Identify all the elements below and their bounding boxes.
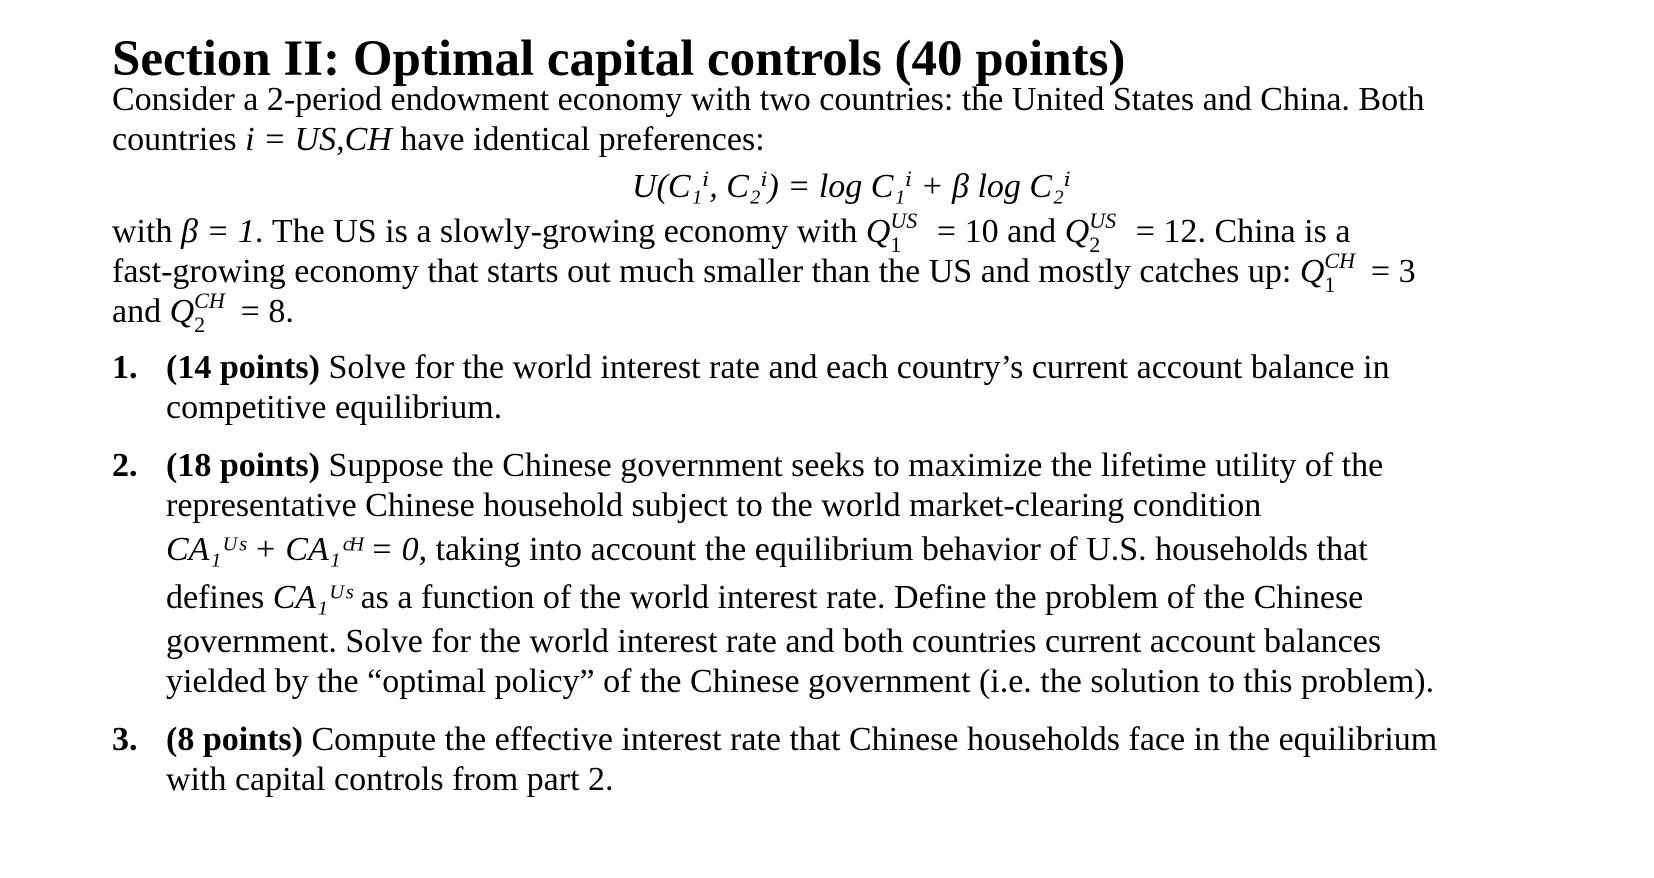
intro-line-3-mid: . The US is a slowly-growing economy with (254, 213, 866, 250)
market-clearing-math: CA₁ᵁˢ + CA₁ᶜᴴ = 0 (166, 531, 419, 568)
q1-us-sup: US (890, 208, 918, 233)
q2-us-symbol: Q (1064, 213, 1090, 250)
intro-line-2-suffix: have identical preferences: (391, 121, 765, 158)
question-2-line-1 (166, 446, 1552, 486)
q1-us-sub: 1 (890, 232, 902, 257)
intro-line-3 (112, 208, 1552, 257)
intro-line-4 (112, 248, 1552, 297)
q2-ch-scripts (194, 288, 232, 337)
q2-us-scripts (1089, 208, 1127, 257)
question-item-3 (112, 720, 1552, 800)
ca-us-math: CA₁ᵁˢ (272, 579, 353, 616)
q1-us-value: = 10 (928, 213, 999, 250)
question-1-text-1: Solve for the world interest rate and each country’s current account balance in (319, 349, 1390, 386)
utility-equation: U(C₁ⁱ, C₂ⁱ) = log C₁ⁱ + β log C₂ⁱ (632, 168, 1071, 205)
intro-line-1: Consider a 2-period endowment economy with two countries: the United States and China. Both (112, 81, 1425, 118)
q2-ch-symbol: Q (169, 293, 195, 330)
q1-ch-scripts (1324, 248, 1362, 297)
intro-line-3-suffix: . China is a (1197, 213, 1351, 250)
intro-line-5-prefix: and (112, 293, 170, 330)
question-2-text-3: , taking into account the equilibrium behavior of U.S. households that (418, 531, 1368, 568)
q1-us-scripts (890, 208, 928, 257)
question-2-text-4-suffix: as a function of the world interest rate. Define the problem of the Chinese (352, 579, 1364, 616)
q1-ch-sub: 1 (1324, 272, 1336, 297)
q2-ch-value: = 8. (232, 293, 294, 330)
q1-us-symbol: Q (865, 213, 891, 250)
question-list (112, 348, 1552, 800)
section-title: Section II: Optimal capital controls (40 points) (112, 31, 1126, 87)
intro-line-4-prefix: fast-growing economy that starts out much smaller than the US and mostly catches up: (112, 253, 1300, 290)
question-2-line-5: government. Solve for the world interest rate and both countries current account balances (166, 623, 1382, 660)
question-points: (8 points) (166, 721, 303, 758)
q2-us-sub: 2 (1089, 232, 1101, 257)
intro-line-2 (112, 120, 1552, 160)
q2-ch-sup: CH (194, 288, 225, 313)
q2-us-value: = 12 (1127, 213, 1198, 250)
question-1-line-1 (166, 348, 1552, 388)
q1-ch-symbol: Q (1299, 253, 1325, 290)
intro-line-2-prefix: countries (112, 121, 246, 158)
intro-and-1: and (998, 213, 1065, 250)
question-2-line-2: representative Chinese household subject to the world market-clearing condition (166, 487, 1262, 524)
question-2-line-3 (166, 526, 1552, 574)
question-number: 3. (112, 721, 138, 758)
q1-ch-value: = 3 (1362, 253, 1416, 290)
question-3-text-1: Compute the effective interest rate that Chinese households face in the equilibrium (302, 721, 1438, 758)
question-number: 2. (112, 447, 138, 484)
question-2-text-1: Suppose the Chinese government seeks to maximize the lifetime utility of the (319, 447, 1384, 484)
question-1-line-2: competitive equilibrium. (166, 389, 503, 426)
intro-paragraph (112, 80, 1552, 337)
question-2-line-6: yielded by the “optimal policy” of the Chinese government (i.e. the solution to this problem). (166, 663, 1435, 700)
country-index-math: i = US,CH (245, 121, 392, 158)
question-3-line-2: with capital controls from part 2. (166, 761, 614, 798)
intro-line-5 (112, 288, 1552, 337)
question-item-1 (112, 348, 1552, 428)
beta-math: β = 1 (180, 213, 255, 250)
question-item-2 (112, 446, 1552, 702)
question-3-line-1 (166, 720, 1552, 760)
question-number: 1. (112, 349, 138, 386)
q2-ch-sub: 2 (194, 312, 206, 337)
intro-line-3-prefix: with (112, 213, 181, 250)
question-2-text-4-prefix: defines (166, 579, 273, 616)
q2-us-sup: US (1089, 208, 1117, 233)
question-2-line-4 (166, 574, 1552, 622)
document-page (112, 31, 1552, 818)
q1-ch-sup: CH (1324, 248, 1355, 273)
question-points: (14 points) (166, 349, 320, 386)
question-points: (18 points) (166, 447, 320, 484)
